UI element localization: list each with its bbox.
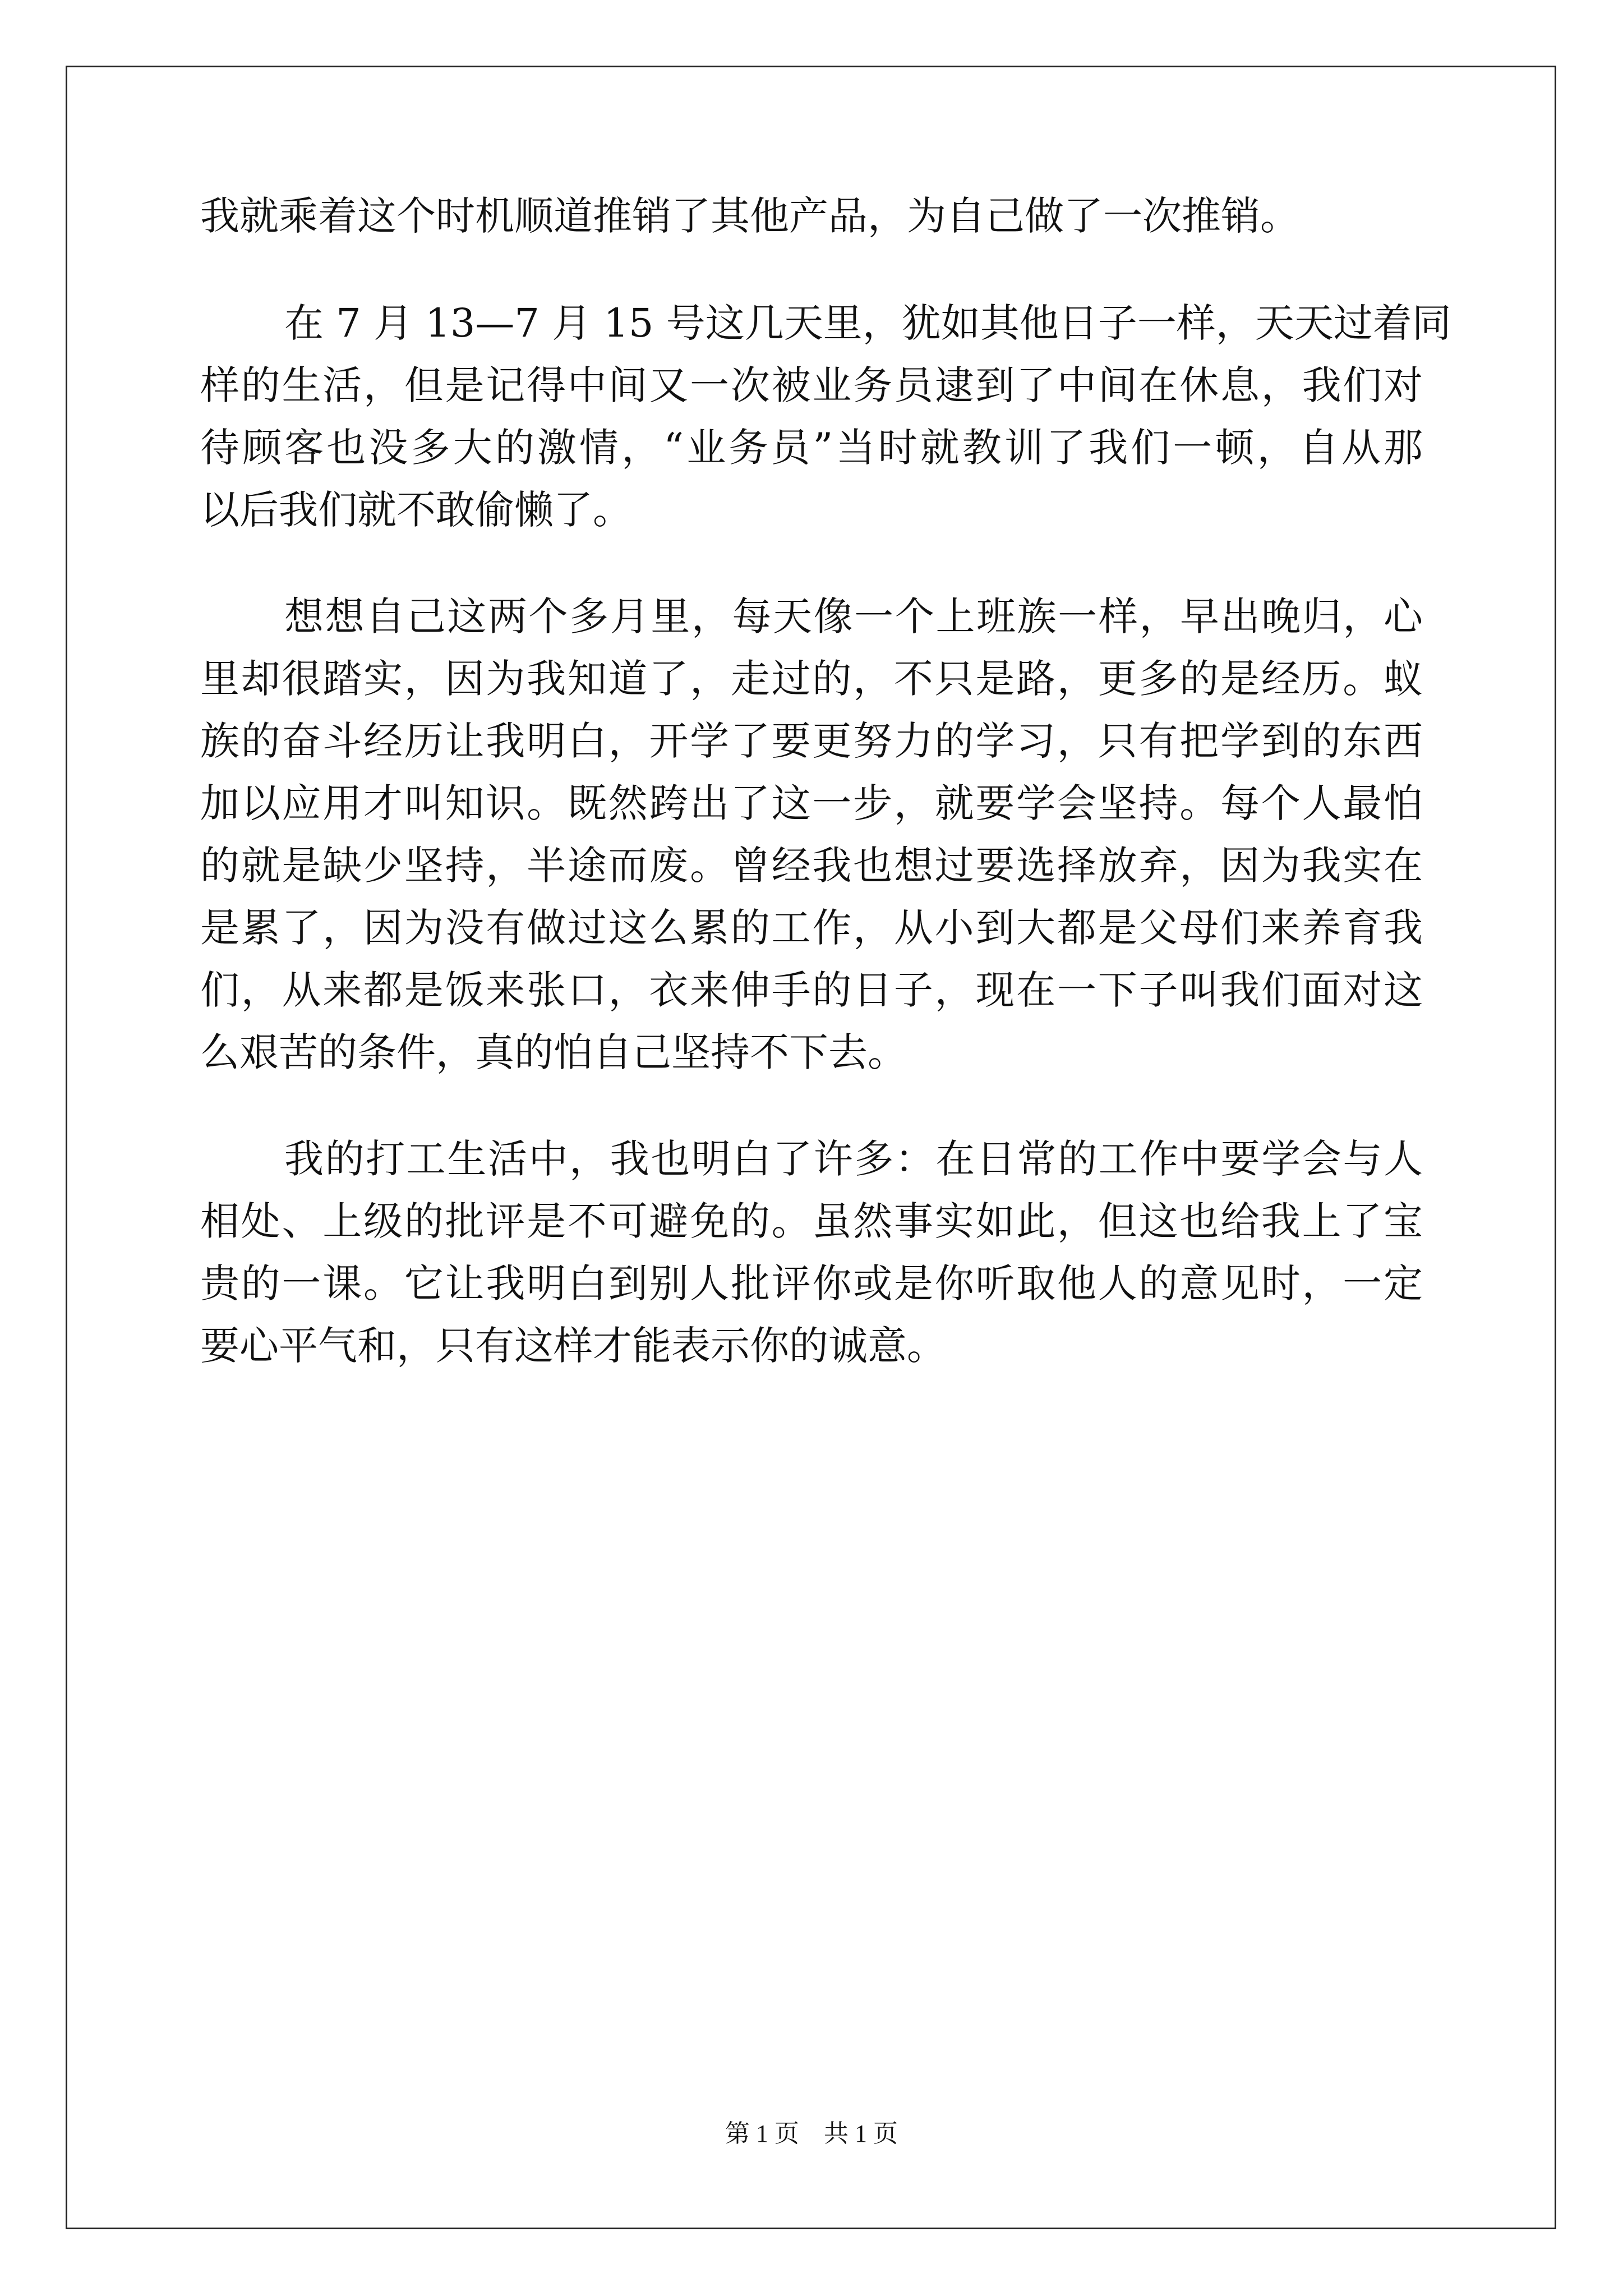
text-line: 我就乘着这个时机顺道推销了其他产品，为自己做了一次推销。 [200, 193, 1299, 239]
text-line: 里却很踏实，因为我知道了，走过的，不只是路，更多的是经历。蚁 [200, 656, 1423, 702]
text-line: 么艰苦的条件，真的怕自己坚持不下去。 [200, 1029, 907, 1075]
text-line: 族的奋斗经历让我明白，开学了要更努力的学习，只有把学到的东西 [200, 718, 1423, 764]
text-line: 待顾客也没多大的激情，“业务员”当时就教训了我们一顿，自从那 [200, 425, 1423, 471]
text-line: 要心平气和，只有这样才能表示你的诚意。 [200, 1323, 946, 1369]
paragraph-first-line: 在 7 月 13—7 月 15 号这几天里，犹如其他日子一样，天天过着同 [284, 300, 1451, 346]
paragraph-first-line: 我的打工生活中，我也明白了许多：在日常的工作中要学会与人 [284, 1136, 1423, 1182]
page-footer: 第 1 页 共 1 页 [725, 2120, 898, 2147]
text-line: 是累了，因为没有做过这么累的工作，从小到大都是父母们来养育我 [200, 905, 1423, 951]
text-line: 以后我们就不敢偷懒了。 [200, 487, 632, 533]
text-line: 贵的一课。它让我明白到别人批评你或是你听取他人的意见时，一定 [200, 1260, 1423, 1306]
text-line: 样的生活，但是记得中间又一次被业务员逮到了中间在休息，我们对 [200, 362, 1423, 408]
text-line: 加以应用才叫知识。既然跨出了这一步，就要学会坚持。每个人最怕 [200, 780, 1423, 826]
paragraph-first-line: 想想自己这两个多月里，每天像一个上班族一样，早出晚归，心 [284, 593, 1423, 639]
text-line: 相处、上级的批评是不可避免的。虽然事实如此，但这也给我上了宝 [200, 1198, 1423, 1244]
text-line: 的就是缺少坚持，半途而废。曾经我也想过要选择放弃，因为我实在 [200, 843, 1423, 889]
text-line: 们，从来都是饭来张口，衣来伸手的日子，现在一下子叫我们面对这 [200, 967, 1423, 1013]
